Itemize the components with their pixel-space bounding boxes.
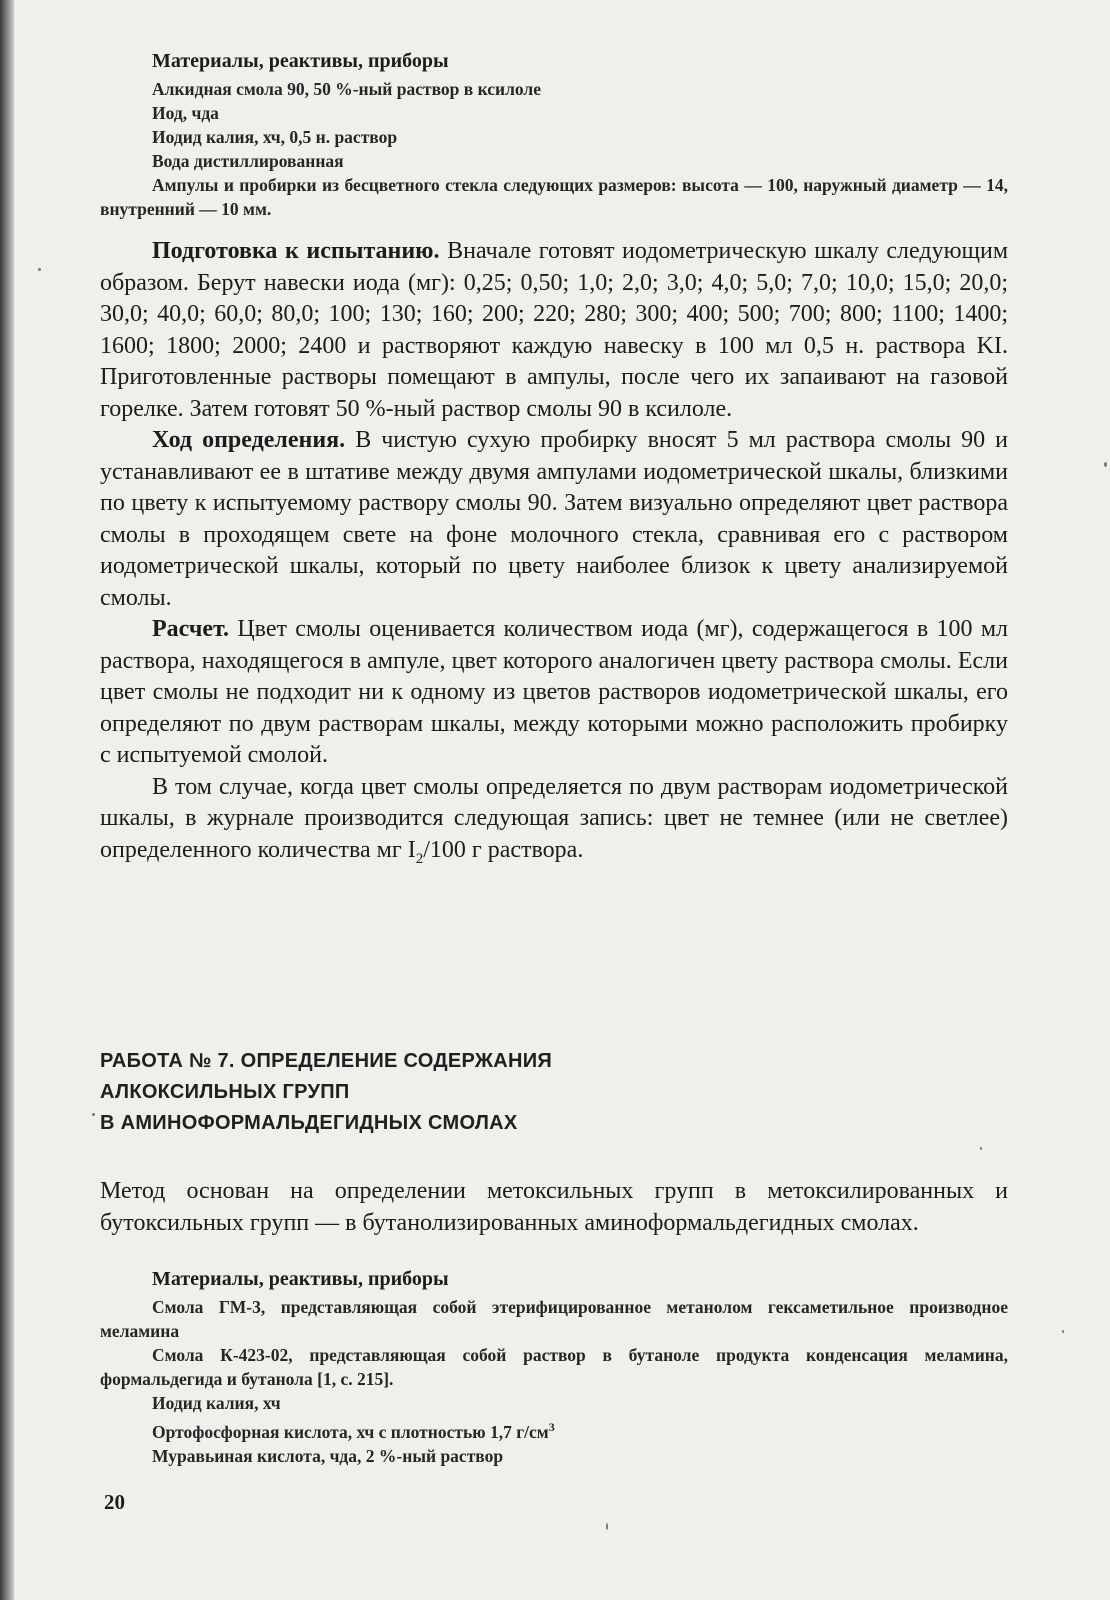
materials-list — [100, 77, 1008, 221]
list-item: Вода дистиллированная — [152, 151, 344, 171]
procedure-paragraph — [100, 425, 1008, 614]
calculation-paragraph — [100, 614, 1008, 772]
list-item: Алкидная смола 90, 50 %-ный раствор в ксилоле — [152, 79, 542, 99]
note-text: В том случае, когда цвет смолы определяется по двум растворам иодометрической шкалы, в журнале производится следующая запись: цвет не темнее (или не светлее) определенного количества мг I — [100, 773, 1008, 863]
scan-speck — [1062, 1330, 1064, 1333]
page-number: 20 — [104, 1490, 125, 1514]
materials-heading: Материалы, реактивы, приборы — [152, 50, 449, 72]
work-title-line: АЛКОКСИЛЬНЫХ ГРУПП — [100, 1081, 350, 1103]
work-7-title — [100, 1046, 800, 1139]
scan-speck — [92, 1113, 95, 1116]
materials-section-2 — [100, 1268, 1008, 1468]
materials-list — [100, 1295, 1008, 1468]
list-item: Иодид калия, хч, 0,5 н. раствор — [152, 127, 398, 147]
materials-heading: Материалы, реактивы, приборы — [152, 1268, 449, 1290]
materials-section-1 — [100, 50, 1008, 221]
work-title-line: РАБОТА № 7. ОПРЕДЕЛЕНИЕ СОДЕРЖАНИЯ — [100, 1050, 553, 1072]
list-item: Ампулы и пробирки из бесцветного стекла следующих размеров: высота — 100, наружный диаметр — 14, внутренний — 10 мм. — [100, 175, 1008, 219]
note-paragraph — [100, 772, 1008, 875]
preparation-paragraph — [100, 236, 1008, 425]
procedure-label: Ход определения. — [152, 427, 346, 453]
scan-speck — [1104, 462, 1107, 467]
scan-speck — [980, 1147, 982, 1150]
iodine-subscript: 2 — [415, 850, 424, 867]
list-item: Смола ГМ-3, представляющая собой этерифицированное метанолом гексаметильное производное меламина — [100, 1297, 1008, 1341]
note-text-end: /100 г раствора. — [423, 836, 584, 863]
work-title-line: В АМИНОФОРМАЛЬДЕГИДНЫХ СМОЛАХ — [100, 1112, 518, 1134]
list-item — [100, 1415, 1008, 1444]
preparation-label: Подготовка к испытанию. — [152, 238, 440, 264]
intro-paragraph: Метод основан на определении метоксильных групп в метоксилированных и бутоксильных групп — в бутанолизированных аминоформальдегидных смолах. — [100, 1178, 1008, 1236]
cubic-superscript: 3 — [548, 1420, 555, 1434]
work-7-intro — [100, 1176, 1008, 1239]
scan-speck — [38, 268, 41, 271]
calculation-label: Расчет. — [152, 616, 230, 642]
acid-text: Ортофосфорная кислота, хч с плотностью 1,7 г/см — [152, 1421, 549, 1442]
list-item: Иодид калия, хч — [152, 1393, 281, 1413]
procedure-text: В чистую сухую пробирку вносят 5 мл раствора смолы 90 и устанавливают ее в штативе между двумя ампулами иодометрической шкалы, близкими по цвету к испытуемому раствору смолы 90. Затем визуально определяют цвет раствора смолы в проходящем свете на фоне молочного стекла, сравнивая его с раствором иодометрической шкалы, который по цвету наиболее близок к цвету анализируемой смолы. — [100, 427, 1009, 611]
calculation-text: Цвет смолы оценивается количеством иода (мг), содержащегося в 100 мл раствора, находящегося в ампуле, цвет которого аналогичен цвету раствора смолы. Если цвет смолы не подходит ни к одному из цветов растворов иодометрической шкалы, его определяют по двум растворам шкалы, между которыми можно расположить пробирку с испытуемой смолой. — [100, 616, 1008, 768]
list-item: Смола К-423-02, представляющая собой раствор в бутаноле продукта конденсация меламина, формальдегида и бутанола [1, с. 215]. — [100, 1345, 1008, 1389]
scan-speck — [606, 1523, 608, 1530]
list-item: Иод, чда — [152, 103, 219, 123]
body-text-section-1 — [100, 236, 1008, 875]
preparation-text: Вначале готовят иодометрическую шкалу следующим образом. Берут навески иода (мг): 0,25; 0,50; 1,0; 2,0; 3,0; 4,0; 5,0; 7,0; 10,0; 15,0; 20,0; 30,0; 40,0; 60,0; 80,0; 100; 130; 160; 200; 220; 280; 300; 400; 500; 700; 800; 1100; 1400; 1600; 1800; 2000; 2400 и растворяют каждую навеску в 100 мл 0,5 н. раствора KI. Приготовленные растворы помещают в ампулы, после чего их запаивают на газовой горелке. Затем готовят 50 %-ный раствор смолы 90 в ксилоле. — [100, 238, 1009, 422]
list-item: Муравьиная кислота, чда, 2 %-ный раствор — [152, 1445, 504, 1466]
